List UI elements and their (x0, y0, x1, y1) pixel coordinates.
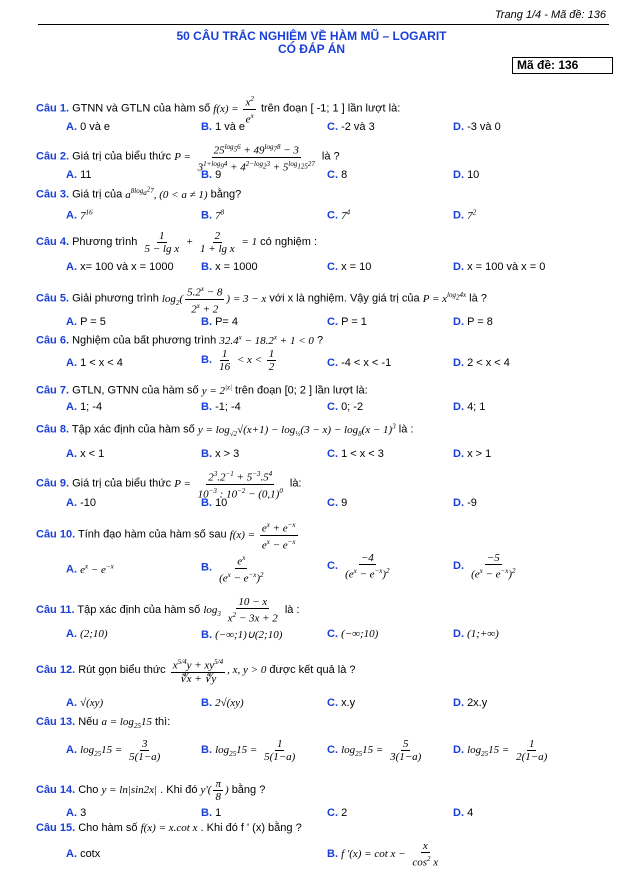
formula: $P = x^{log_24x}$ (422, 291, 467, 305)
question-text: GTNN và GTLN của hàm số (72, 102, 211, 115)
question-text: thì: (155, 716, 171, 728)
question-number: Câu 2. (36, 150, 70, 163)
formula: $32.4^x - 18.2^x + 1 < 0$ (219, 333, 314, 347)
question-5 (36, 283, 487, 315)
answer-a[interactable]: A. $\log_{25}15$ = $\frac{3}{5(1-a)}$ (66, 738, 161, 763)
answer-b[interactable]: B. 9 (201, 169, 222, 181)
formula: $\log_2$( $\frac{5.2^x - 8}{2^x + 2}$ ) = 3 − x (161, 285, 267, 316)
question-12 (36, 656, 356, 685)
answer-c[interactable]: C. -4 < x < -1 (327, 357, 392, 369)
question-9 (36, 468, 302, 500)
question-number: Câu 6. (36, 334, 70, 347)
question-text: Nếu (78, 716, 99, 728)
answer-d[interactable]: D. 2 < x < 4 (453, 357, 510, 369)
question-10 (36, 519, 300, 551)
title-line-1: 50 CÂU TRẮC NGHIỆM VỀ HÀM MŨ – LOGARIT (176, 29, 447, 43)
answer-a[interactable]: A. √(xy) (66, 697, 104, 709)
question-text: có nghiệm : (260, 236, 318, 249)
formula: P = $\frac{2^3.2^{-1} + 5^{-3}.5^4}{10^{-3} : 10^{-2} - (0,1)^0}$ (174, 470, 283, 501)
answer-d[interactable]: D. 2x.y (453, 697, 488, 709)
question-text: là: (289, 477, 302, 490)
question-number: Câu 13. (36, 716, 76, 728)
question-text: Giá trị của biểu thức (72, 150, 172, 163)
question-text: là : (284, 603, 300, 616)
formula: $y = 2^{|x|}$ (201, 383, 232, 397)
answer-d[interactable]: D. x > 1 (453, 448, 492, 460)
question-8 (36, 422, 413, 438)
formula: $\frac{1}{\text{5 − lg x}}$ + $\frac{2}{\text{1 + lg x}}$ = 1 (144, 230, 258, 255)
question-text: Phương trình (72, 236, 138, 249)
answer-a[interactable]: A. 3 (66, 807, 87, 819)
question-text: là ? (321, 150, 340, 163)
question-6 (36, 333, 323, 347)
question-number: Câu 3. (36, 188, 70, 201)
question-14 (36, 778, 265, 803)
question-text: Tính đạo hàm của hàm số sau (78, 528, 227, 541)
answer-c[interactable]: C. x = 10 (327, 261, 372, 273)
question-text: bằng? (210, 188, 242, 201)
question-text: Tập xác định của hàm số (77, 603, 201, 616)
answer-b[interactable]: B. $7^8$ (201, 208, 225, 222)
answer-a[interactable]: A. P = 5 (66, 316, 106, 328)
answer-b[interactable]: B. $\frac{e^x}{(e^x - e^{-x})^2}$ (201, 554, 264, 585)
answer-d[interactable]: D. $7^2$ (453, 208, 477, 222)
question-text: Rút gọn biểu thức (78, 663, 166, 676)
answer-c[interactable]: C. 2 (327, 807, 348, 819)
question-text: Giá trị của biểu thức (72, 477, 172, 490)
formula: $\log_3$ $\frac{10 - x}{x^2 - 3x + 2}$ (203, 596, 278, 625)
answer-b[interactable]: B. $\frac{1}{16}$ < x < $\frac{1}{2}$ (201, 348, 275, 373)
answer-d[interactable]: D. 4; 1 (453, 401, 486, 413)
answer-a[interactable]: A. 0 và e (66, 121, 111, 133)
answer-b[interactable]: B. f '(x) = cot x − $\frac{x}{\cos^2 x}$ (327, 840, 439, 869)
answer-c[interactable]: C. 0; -2 (327, 401, 364, 413)
question-text: được kết quả là ? (269, 663, 356, 676)
answer-d[interactable]: D. -9 (453, 497, 477, 509)
answer-d[interactable]: D. 4 (453, 807, 474, 819)
answer-b[interactable]: B. 10 (201, 497, 228, 509)
formula: $y = \log_{√2}√(x+1) - \log_{\frac{1}{2}}(3 - x) - \log_8(x - 1)^3$ (197, 422, 396, 438)
question-number: Câu 9. (36, 477, 70, 490)
answer-a[interactable]: A. (2;10) (66, 628, 108, 640)
question-11 (36, 596, 300, 625)
question-13 (36, 716, 170, 730)
question-text: bằng ? (231, 784, 266, 797)
answer-b[interactable]: B. -1; -4 (201, 401, 241, 413)
formula: $a^{8log_{a^2}7}$, (0 < a ≠ 1) (125, 186, 208, 201)
question-4 (36, 230, 317, 255)
question-number: Câu 5. (36, 292, 70, 305)
answer-d[interactable]: D. (1;+∞) (453, 628, 499, 640)
answer-d[interactable]: D. P = 8 (453, 316, 493, 328)
answer-b[interactable]: B. 2√(xy) (201, 697, 244, 709)
exam-code-box: Mã đề: 136 (512, 57, 613, 74)
answer-c[interactable]: C. $\frac{-4}{(e^x - e^{-x})^2}$ (327, 552, 390, 581)
question-number: Câu 10. (36, 528, 76, 541)
formula: $a = \log_{25}15$ (101, 716, 152, 731)
answer-a[interactable]: A. -10 (66, 497, 96, 509)
question-7 (36, 383, 368, 397)
answer-b[interactable]: B. $\log_{25}15$ = $\frac{1}{5(1-a)}$ (201, 738, 296, 763)
formula: f(x) = x.cot x (140, 822, 198, 834)
answer-c[interactable]: C. 1 < x < 3 (327, 448, 384, 460)
answer-a[interactable]: A. 1; -4 (66, 401, 103, 413)
question-3 (36, 186, 241, 201)
answer-a[interactable]: A. 1 < x < 4 (66, 357, 123, 369)
answer-d[interactable]: D. -3 và 0 (453, 121, 501, 133)
answer-a[interactable]: A. 11 (66, 169, 92, 181)
page-info: Trang 1/4 - Mã đề: 136 (494, 9, 606, 21)
formula: $\frac{x^{5/4}y + xy^{5/4}}{∜x + ∜y}$ , x, y > 0 (172, 658, 267, 685)
answer-d[interactable]: D. 10 (453, 169, 480, 181)
answer-b[interactable]: B. (−∞;1)∪(2;10) (201, 629, 283, 641)
question-number: Câu 8. (36, 423, 70, 436)
question-number: Câu 4. (36, 236, 70, 249)
question-text: Cho hàm số (78, 822, 138, 834)
answer-c[interactable]: C. x.y (327, 697, 356, 709)
question-text: ? (316, 334, 324, 347)
answer-b[interactable]: B. 1 và e (201, 121, 246, 133)
answer-a[interactable]: A. cotx (66, 848, 101, 860)
formula: y = ln|sin2x| (101, 784, 158, 797)
formula: P = $\frac{25^{log_56} + 49^{log_78} - 3}{3^{1+log_94} + 4^{2-log_23} + 5^{log_{125}27}}$ (174, 143, 315, 174)
question-15 (36, 822, 302, 834)
question-number: Câu 11. (36, 603, 75, 616)
answer-a[interactable]: A. $7^{16}$ (66, 208, 93, 222)
answer-d[interactable]: D. $\log_{25}15$ = $\frac{1}{2(1-a)}$ (453, 738, 548, 763)
title-line-2: CÓ ĐÁP ÁN (277, 42, 346, 56)
answer-a[interactable]: A. x < 1 (66, 448, 105, 460)
question-text: trên đoạn [ -1; 1 ] lần lượt là: (260, 102, 401, 115)
answer-c[interactable]: C. P = 1 (327, 316, 367, 328)
answer-c[interactable]: C. 8 (327, 169, 348, 181)
formula: f(x) = $\frac{x^2}{e^x}$ (213, 95, 254, 126)
question-text: . Khi đó (160, 784, 198, 797)
question-text: là : (398, 423, 414, 436)
question-text: Cho (78, 784, 99, 797)
answer-c[interactable]: C. (−∞;10) (327, 628, 379, 640)
question-text: là ? (469, 292, 487, 305)
answer-b[interactable]: B. x > 3 (201, 448, 240, 460)
header-rule (38, 24, 609, 25)
answer-a[interactable]: A. $e^x - e^{-x}$ (66, 562, 114, 576)
question-text: . Khi đó f ' (x) bằng ? (200, 822, 302, 834)
question-number: Câu 1. (36, 102, 70, 115)
answer-c[interactable]: C. $7^4$ (327, 208, 351, 222)
answer-a[interactable]: A. x= 100 và x = 1000 (66, 261, 174, 273)
answer-d[interactable]: D. $\frac{-5}{(e^x - e^{-x})^2}$ (453, 552, 516, 581)
formula: y'( $\frac{\pi}{8}$ ) (200, 778, 229, 803)
question-text: với x là nghiệm. Vậy giá trị của (269, 292, 420, 305)
question-number: Câu 15. (36, 822, 76, 834)
answer-d[interactable]: D. x = 100 và x = 0 (453, 261, 546, 273)
question-text: trên đoạn [0; 2 ] lần lượt là: (235, 384, 368, 397)
question-number: Câu 7. (36, 384, 70, 397)
answer-b[interactable]: B. x = 1000 (201, 261, 258, 273)
answer-c[interactable]: C. -2 và 3 (327, 121, 375, 133)
answer-c[interactable]: C. 9 (327, 497, 348, 509)
question-text: Nghiệm của bất phương trình (72, 334, 217, 347)
question-text: GTLN, GTNN của hàm số (72, 384, 199, 397)
question-number: Câu 12. (36, 663, 76, 676)
formula: f(x) = $\frac{e^x + e^{-x}}{e^x - e^{-x}}$ (229, 521, 296, 552)
question-text: Giá trị của (72, 188, 123, 201)
question-text: Tập xác định của hàm số (71, 423, 195, 436)
answer-c[interactable]: C. $\log_{25}15$ = $\frac{5}{3(1-a)}$ (327, 738, 422, 763)
question-number: Câu 14. (36, 784, 76, 797)
answer-b[interactable]: B. P= 4 (201, 316, 238, 328)
question-text: Giải phương trình (72, 292, 159, 305)
answer-b[interactable]: B. 1 (201, 807, 222, 819)
